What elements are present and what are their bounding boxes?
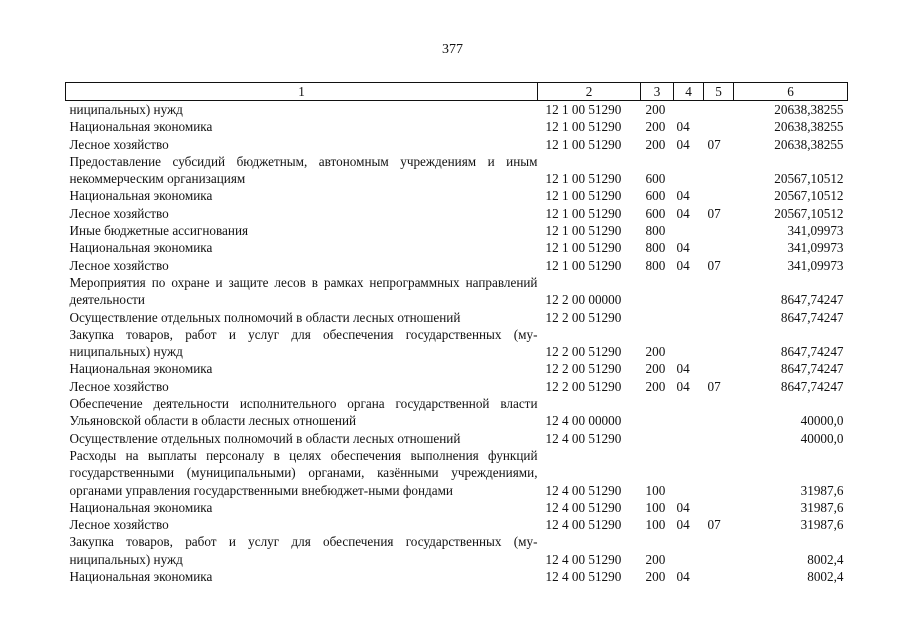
budget-table <box>65 82 848 585</box>
row-subsection <box>704 101 734 119</box>
page-number: 377 <box>442 42 463 57</box>
table-row <box>66 360 848 377</box>
table-row <box>66 430 848 447</box>
table-row <box>66 395 848 430</box>
row-section <box>674 101 704 119</box>
row-code: 12 2 00 51290 <box>545 361 622 377</box>
row-expense-type: 100 <box>645 499 666 515</box>
row-amount: 20638,38255 <box>774 136 844 152</box>
header-col-4: 4 <box>674 83 704 101</box>
row-amount: 8647,74247 <box>780 378 844 394</box>
row-code: 12 4 00 51290 <box>545 551 622 567</box>
row-section <box>674 274 704 309</box>
row-section: 04 <box>676 378 690 394</box>
table-row <box>66 101 848 119</box>
header-col-1: 1 <box>66 83 538 101</box>
row-subsection: 07 <box>707 205 721 221</box>
header-col-5: 5 <box>704 83 734 101</box>
row-name: Мероприятия по охране и защите лесов в рамках непрограммных направлений деятельности <box>69 274 538 308</box>
row-code: 12 1 00 51290 <box>545 188 622 204</box>
row-name: Лесное хозяйство <box>69 257 169 273</box>
row-amount: 20567,10512 <box>774 171 844 187</box>
row-subsection <box>704 274 734 309</box>
row-subsection: 07 <box>707 257 721 273</box>
table-row <box>66 187 848 204</box>
row-subsection <box>704 568 734 585</box>
row-code: 12 4 00 00000 <box>545 413 622 429</box>
row-expense-type: 600 <box>645 205 666 221</box>
row-expense-type: 800 <box>645 257 666 273</box>
table-row <box>66 568 848 585</box>
row-subsection <box>704 395 734 430</box>
row-name: ниципальных) нужд <box>69 102 183 117</box>
row-expense-type: 600 <box>645 171 666 187</box>
row-expense-type: 200 <box>645 344 666 360</box>
row-section <box>674 309 704 326</box>
header-col-6: 6 <box>734 83 848 101</box>
row-subsection <box>704 499 734 516</box>
row-expense-type: 600 <box>645 188 666 204</box>
row-name: Закупка товаров, работ и услуг для обеспечения государственных (му-ниципальных) нужд <box>69 326 538 360</box>
table-row <box>66 447 848 499</box>
row-name: Закупка товаров, работ и услуг для обеспечения государственных (му-ниципальных) нужд <box>69 534 538 567</box>
row-code: 12 2 00 00000 <box>545 292 622 308</box>
row-code: 12 4 00 51290 <box>545 430 622 446</box>
table-row <box>66 205 848 222</box>
row-expense-type: 200 <box>645 119 666 135</box>
row-subsection: 07 <box>707 517 721 533</box>
row-amount: 20638,38255 <box>774 102 844 117</box>
row-code: 12 2 00 51290 <box>545 378 622 394</box>
table-row <box>66 257 848 274</box>
row-subsection <box>704 222 734 239</box>
table-row <box>66 274 848 309</box>
row-code: 12 1 00 51290 <box>545 171 622 187</box>
row-amount: 20638,38255 <box>774 119 844 135</box>
row-code: 12 1 00 51290 <box>545 102 622 117</box>
row-name: Лесное хозяйство <box>69 378 169 394</box>
table-row <box>66 326 848 361</box>
row-expense-type <box>641 309 674 326</box>
row-expense-type: 100 <box>645 482 666 498</box>
row-section <box>674 533 704 568</box>
row-code: 12 1 00 51290 <box>545 240 622 256</box>
row-subsection <box>704 153 734 188</box>
row-section: 04 <box>676 205 690 221</box>
row-amount: 20567,10512 <box>774 205 844 221</box>
row-name: Осуществление отдельных полномочий в области лесных отношений <box>69 430 461 446</box>
table-row <box>66 136 848 153</box>
row-subsection <box>704 326 734 361</box>
row-name: Предоставление субсидий бюджетным, автономным учреждениям и иным некоммерческим организациям <box>69 153 538 187</box>
row-section: 04 <box>676 257 690 273</box>
row-name: Лесное хозяйство <box>69 517 169 533</box>
table-row <box>66 222 848 239</box>
row-expense-type: 200 <box>645 102 666 117</box>
row-name: Иные бюджетные ассигнования <box>69 223 249 239</box>
row-amount: 31987,6 <box>800 482 844 498</box>
row-subsection <box>704 239 734 256</box>
header-col-2: 2 <box>538 83 641 101</box>
row-name: Лесное хозяйство <box>69 136 169 152</box>
row-expense-type: 200 <box>645 136 666 152</box>
row-code: 12 2 00 51290 <box>545 344 622 360</box>
row-amount: 8002,4 <box>807 551 844 567</box>
row-name: Осуществление отдельных полномочий в области лесных отношений <box>69 309 461 325</box>
row-subsection <box>704 360 734 377</box>
row-subsection <box>704 430 734 447</box>
row-name: Расходы на выплаты персоналу в целях обеспечения выполнения функций государственными (муниципальными) органами, казёнными учреждениями, органами управления государственными внебюджет-ными фондами <box>69 447 538 498</box>
row-expense-type: 200 <box>645 361 666 377</box>
row-name: Национальная экономика <box>69 188 213 204</box>
table-row <box>66 378 848 395</box>
row-expense-type: 200 <box>645 569 666 585</box>
row-amount: 341,09973 <box>787 257 844 273</box>
row-section <box>674 326 704 361</box>
row-amount: 8647,74247 <box>780 344 844 360</box>
table-row <box>66 309 848 326</box>
row-section <box>674 447 704 499</box>
row-expense-type <box>641 395 674 430</box>
row-expense-type <box>641 274 674 309</box>
row-expense-type <box>641 430 674 447</box>
row-code: 12 4 00 51290 <box>545 482 622 498</box>
row-amount: 40000,0 <box>800 413 844 429</box>
row-expense-type: 200 <box>645 378 666 394</box>
row-code: 12 1 00 51290 <box>545 223 622 239</box>
row-section <box>674 153 704 188</box>
row-subsection: 07 <box>707 136 721 152</box>
row-subsection <box>704 309 734 326</box>
row-name: Национальная экономика <box>69 361 213 377</box>
row-code: 12 1 00 51290 <box>545 205 622 221</box>
row-code: 12 1 00 51290 <box>545 136 622 152</box>
row-subsection <box>704 118 734 135</box>
table-row <box>66 499 848 516</box>
row-code: 12 4 00 51290 <box>545 517 622 533</box>
row-section <box>674 395 704 430</box>
row-code: 12 4 00 51290 <box>545 569 622 585</box>
row-name: Национальная экономика <box>69 569 213 585</box>
row-section: 04 <box>676 188 690 204</box>
row-amount: 341,09973 <box>787 223 844 239</box>
row-amount: 20567,10512 <box>774 188 844 204</box>
row-section: 04 <box>676 569 690 585</box>
row-amount: 31987,6 <box>800 517 844 533</box>
row-subsection: 07 <box>707 378 721 394</box>
table-row <box>66 516 848 533</box>
row-section: 04 <box>676 119 690 135</box>
table-body <box>66 101 848 586</box>
row-subsection <box>704 447 734 499</box>
row-name: Национальная экономика <box>69 240 213 256</box>
row-name: Национальная экономика <box>69 119 213 135</box>
row-amount: 31987,6 <box>800 499 844 515</box>
table-row <box>66 533 848 568</box>
table-row <box>66 118 848 135</box>
table-row <box>66 153 848 188</box>
row-section: 04 <box>676 240 690 256</box>
row-section: 04 <box>676 136 690 152</box>
row-subsection <box>704 533 734 568</box>
row-code: 12 1 00 51290 <box>545 119 622 135</box>
row-code: 12 1 00 51290 <box>545 257 622 273</box>
row-section: 04 <box>676 499 690 515</box>
row-code: 12 4 00 51290 <box>545 499 622 515</box>
row-name: Национальная экономика <box>69 499 213 515</box>
row-name: Обеспечение деятельности исполнительного органа государственной власти Ульяновской области в области лесных отношений <box>69 396 538 429</box>
row-amount: 8647,74247 <box>780 292 844 308</box>
row-section <box>674 222 704 239</box>
row-name: Лесное хозяйство <box>69 205 169 221</box>
row-amount: 8002,4 <box>807 569 844 585</box>
table-row <box>66 239 848 256</box>
row-amount: 8647,74247 <box>780 309 844 325</box>
row-amount: 341,09973 <box>787 240 844 256</box>
row-section <box>674 430 704 447</box>
row-subsection <box>704 187 734 204</box>
row-expense-type: 800 <box>645 240 666 256</box>
table-header-row <box>66 83 848 101</box>
header-col-3: 3 <box>641 83 674 101</box>
row-amount: 40000,0 <box>800 430 844 446</box>
row-expense-type: 200 <box>645 551 666 567</box>
row-section: 04 <box>676 361 690 377</box>
row-expense-type: 100 <box>645 517 666 533</box>
row-expense-type: 800 <box>645 223 666 239</box>
row-section: 04 <box>676 517 690 533</box>
row-code: 12 2 00 51290 <box>545 309 622 325</box>
row-amount: 8647,74247 <box>780 361 844 377</box>
